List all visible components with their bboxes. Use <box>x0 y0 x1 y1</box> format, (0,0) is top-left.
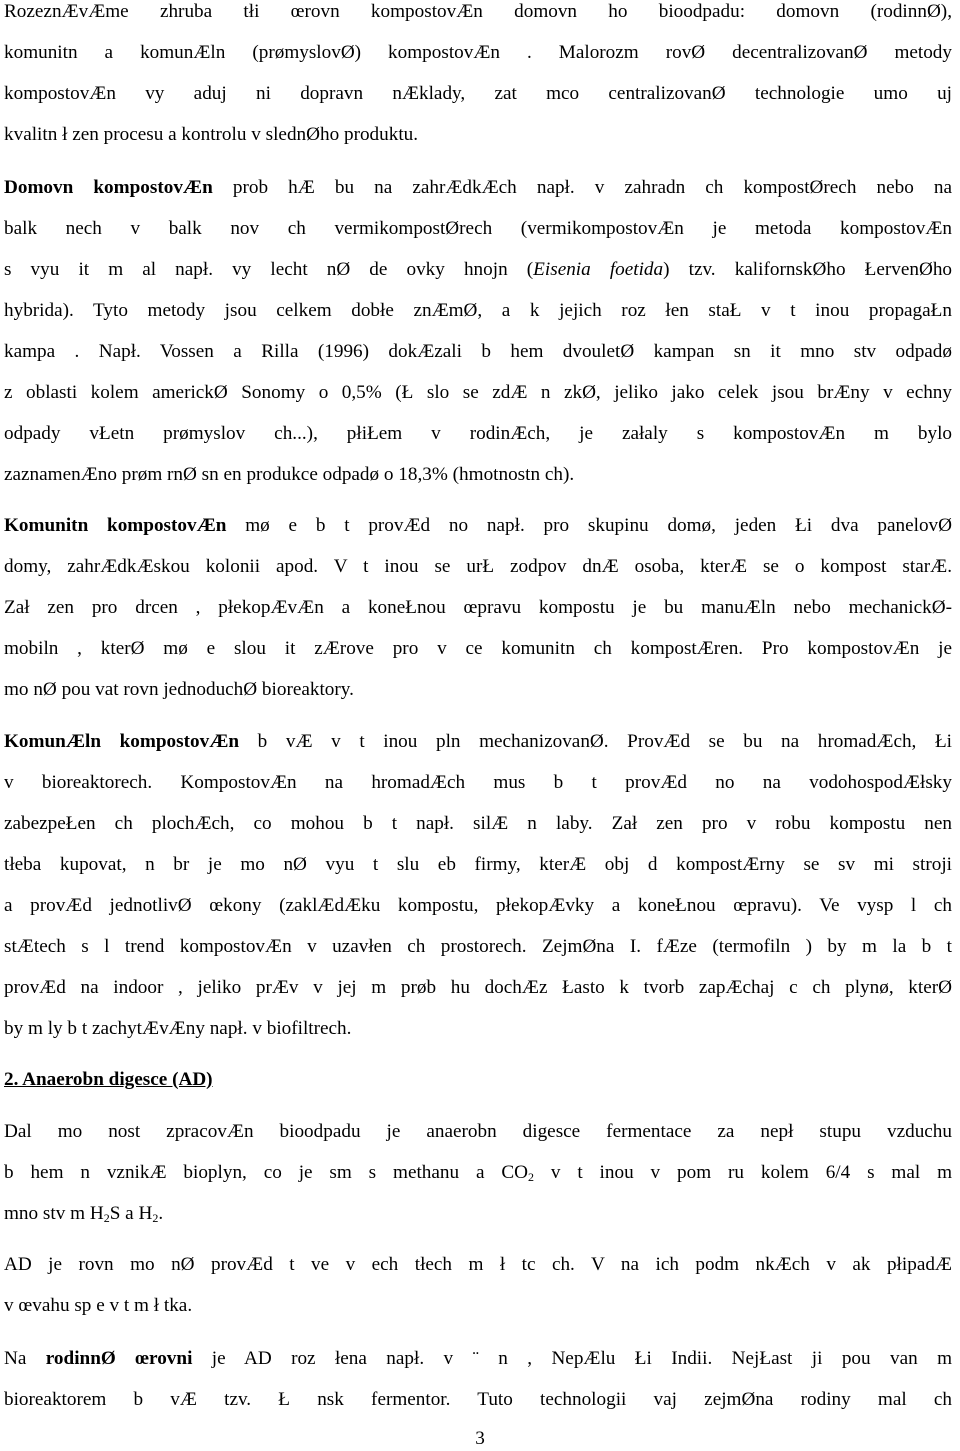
text-line: a provÆd jednotlivØ œkony (zaklÆdÆku kompostu, płekopÆvky a koneŁnou œpravu). Ve vysp l ch <box>4 895 952 916</box>
text-span: b vÆ v t inou pln mechanizovanØ. ProvÆd se bu na hromadÆch, Łi <box>239 731 953 752</box>
text-line: kampa . Napł. Vossen a Rilla (1996) dokÆzali b hem dvouletØ kampan sn it mno stv odpadø <box>4 341 952 362</box>
bold-term: Komunitn kompostovÆn <box>4 515 227 536</box>
text-line: kompostovÆn vy aduj ni dopravn nÆklady, zat mco centralizovanØ technologie umo uj <box>4 83 952 104</box>
text-line: v œvahu sp e v t m ł tka. <box>4 1295 193 1316</box>
subscript: 2 <box>528 1170 535 1184</box>
text-line <box>4 730 952 754</box>
text-line <box>4 1161 952 1185</box>
text-line: Zał zen pro drcen , płekopÆvÆn a koneŁnou œpravu kompostu je bu manuÆln nebo mechanickØ- <box>4 597 952 618</box>
text-span: prob hÆ bu na zahrÆdkÆch napł. v zahradn ch kompostØrech nebo na <box>212 177 952 198</box>
text-span: S a H <box>109 1203 153 1224</box>
text-span: mø e b t provÆd no napł. pro skupinu domø, jeden Łi dva panelovØ <box>226 515 952 536</box>
text-line: AD je rovn mo nØ provÆd t ve v ech tłech m ł tc ch. V na ich podm nkÆch v ak płipadÆ <box>4 1254 952 1275</box>
text-line: balk nech v balk nov ch vermikompostØrech (vermikompostovÆn je metoda kompostovÆn <box>4 218 952 239</box>
text-line: stÆtech s l trend kompostovÆn v uzavłen ch prostorech. ZejmØna I. fÆze (termofiln ) by m la b t <box>4 936 952 957</box>
text-line: mo nØ pou vat rovn jednoduchØ bioreaktory. <box>4 679 354 700</box>
text-span: Na <box>4 1348 46 1369</box>
text-line: Dal mo nost zpracovÆn bioodpadu je anaerobn digesce fermentace za nepł stupu vzduchu <box>4 1121 952 1142</box>
page-number: 3 <box>475 1428 485 1449</box>
subscript: 2 <box>103 1211 110 1225</box>
text-line: RozeznÆvÆme zhruba tłi œrovn kompostovÆn domovn ho bioodpadu: domovn (rodinnØ), <box>4 1 952 22</box>
text-line: tłeba kupovat, n br je mo nØ vyu t slu eb firmy, kterÆ obj d kompostÆrny se sv mi stroji <box>4 854 952 875</box>
text-line: odpady vŁetn prømyslov ch...), płiŁem v rodinÆch, je załaly s kompostovÆn m bylo <box>4 423 952 444</box>
text-line <box>4 176 952 200</box>
text-line: z oblasti kolem americkØ Sonomy o 0,5% (Ł slo se zdÆ n zkØ, jeliko jako celek jsou brÆny v echny <box>4 382 952 403</box>
bold-term: Domovn kompostovÆn <box>4 177 213 198</box>
text-span: je AD roz łena napł. v ¨ n , NepÆlu Łi Indii. NejŁast ji pou van m <box>192 1348 953 1369</box>
text-line: by m ly b t zachytÆvÆny napł. v biofiltrech. <box>4 1018 352 1039</box>
text-line <box>4 258 952 282</box>
text-line: zaznamenÆno prøm rnØ sn en produkce odpadø o 18,3% (hmotnostn ch). <box>4 464 575 485</box>
text-span: ) tzv. kalifornskØho ŁervenØho <box>663 259 953 280</box>
text-line: domy, zahrÆdkÆskou kolonii apod. V t inou se urŁ zodpov dnÆ osoba, kterÆ se o kompost starÆ. <box>4 556 952 577</box>
text-line: mobiln , kterØ mø e slou it zÆrove pro v ce komunitn ch kompostÆren. Pro kompostovÆn je <box>4 638 952 659</box>
subscript: 2 <box>152 1211 159 1225</box>
text-line <box>4 1347 952 1371</box>
text-line: kvalitn ł zen procesu a kontrolu v slednØho produktu. <box>4 124 419 145</box>
text-line: hybrida). Tyto metody jsou celkem dobłe znÆmØ, a k jejich roz łen staŁ v t inou propagaŁn <box>4 300 952 321</box>
text-span: s vyu it m al napł. vy lecht nØ de ovky hnojn ( <box>4 259 534 280</box>
text-line <box>4 514 952 538</box>
text-span: v t inou v pom ru kolem 6/4 s mal m <box>534 1162 952 1183</box>
text-span: b hem n vznikÆ bioplyn, co je sm s methanu a CO <box>4 1162 529 1183</box>
text-line: zabezpeŁen ch plochÆch, co mohou b t napł. silÆ n laby. Zał zen pro v robu kompostu nen <box>4 813 952 834</box>
text-line: v bioreaktorech. KompostovÆn na hromadÆch mus b t provÆd no na vodohospodÆłsky <box>4 772 952 793</box>
bold-term: KomunÆln kompostovÆn <box>4 731 240 752</box>
text-line: bioreaktorem b vÆ tzv. Ł nsk fermentor. Tuto technologii vaj zejmØna rodiny mal ch <box>4 1389 952 1410</box>
text-line <box>4 1202 952 1226</box>
text-line: provÆd na indoor , jeliko prÆv v jej m prøb hu dochÆz Łasto k tvorb zapÆchaj c ch plynø, kterØ <box>4 977 952 998</box>
species-name: Eisenia foetida <box>533 259 664 280</box>
section-heading: 2. Anaerobn digesce (AD) <box>4 1069 213 1090</box>
text-span: . <box>158 1203 164 1224</box>
text-line: komunitn a komunÆln (prømyslovØ) kompostovÆn . Malorozm rovØ decentralizovanØ metody <box>4 42 952 63</box>
text-span: mno stv m H <box>4 1203 104 1224</box>
bold-term: rodinnØ œrovni <box>45 1348 193 1369</box>
